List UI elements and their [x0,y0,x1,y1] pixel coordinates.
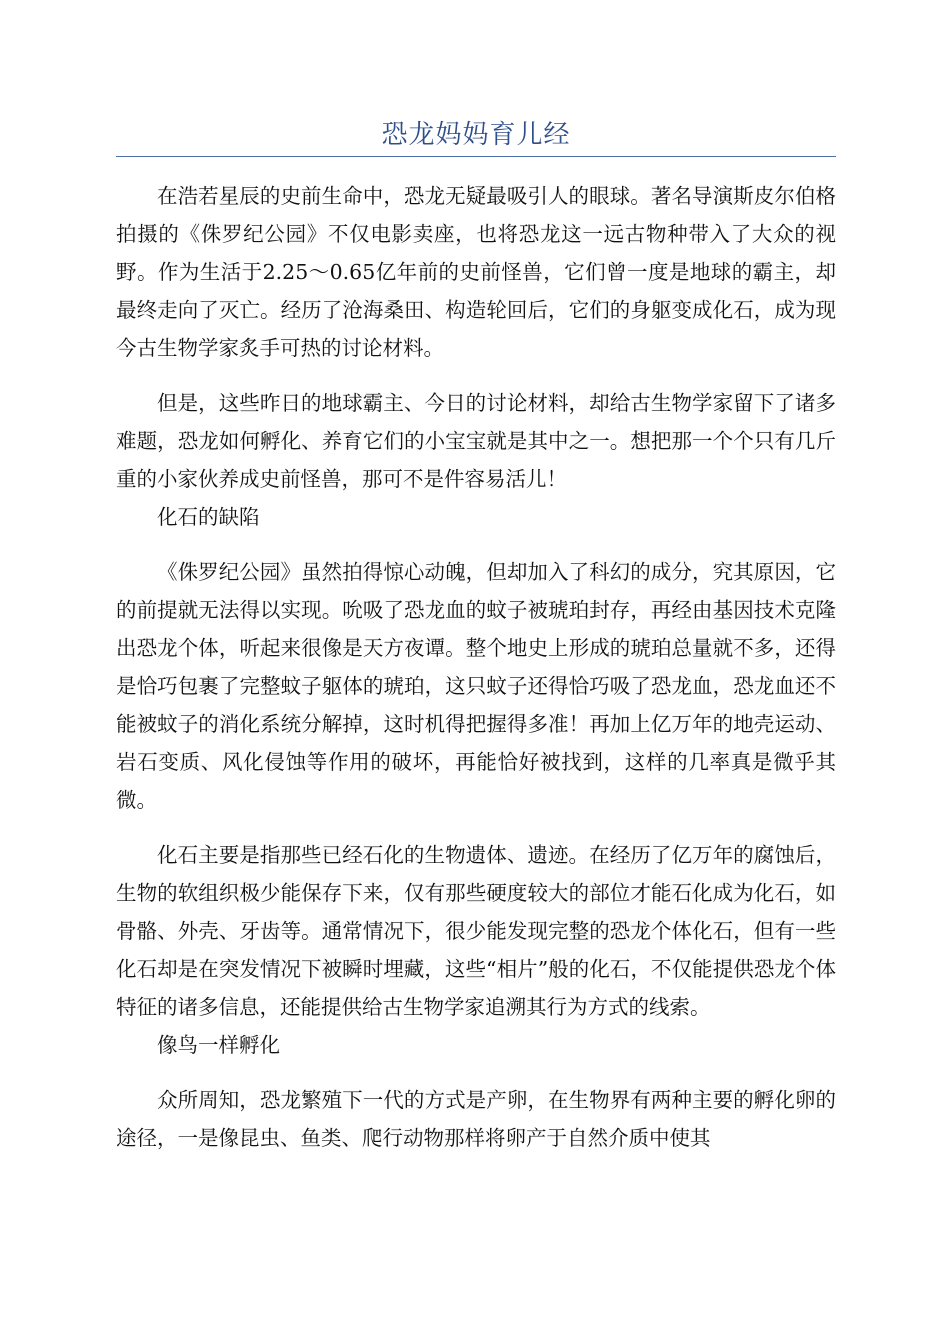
title-underline [116,156,836,157]
paragraph-fossil-definition: 化石主要是指那些已经石化的生物遗体、遗迹。在经历了亿万年的腐蚀后，生物的软组织极少能保存下来，仅有那些硬度较大的部位才能石化成为化石，如骨骼、外壳、牙齿等。通常情况下，很少能发现完整的恐龙个体化石，但有一些化石却是在突发情况下被瞬时埋藏，这些“相片”般的化石，不仅能提供恐龙个体特征的诸多信息，还能提供给古生物学家追溯其行为方式的线索。 [116,843,836,1019]
paragraph-egg-laying: 众所周知，恐龙繁殖下一代的方式是产卵，在生物界有两种主要的孵化卵的途径，一是像昆虫、鱼类、爬行动物那样将卵产于自然介质中使其 [116,1088,836,1150]
paragraph-intro: 在浩若星辰的史前生命中，恐龙无疑最吸引人的眼球。著名导演斯皮尔伯格拍摄的《侏罗纪公园》不仅电影卖座，也将恐龙这一远古物种带入了大众的视野。作为生活于2.25～0.65亿年前的史前怪兽，它们曾一度是地球的霸主，却最终走向了灭亡。经历了沧海桑田、构造轮回后，它们的身躯变成化石，成为现今古生物学家炙手可热的讨论材料。 [116,184,836,360]
document-page [116,0,836,1157]
section-heading-fossil-defects: 化石的缺陷 [157,505,260,529]
paragraph-jurassic-park: 《侏罗纪公园》虽然拍得惊心动魄，但却加入了科幻的成分，究其原因，它的前提就无法得以实现。吮吸了恐龙血的蚊子被琥珀封存，再经由基因技术克隆出恐龙个体，听起来很像是天方夜谭。整个地史上形成的琥珀总量就不多，还得是恰巧包裹了完整蚊子躯体的琥珀，这只蚊子还得恰巧吸了恐龙血，恐龙血还不能被蚊子的消化系统分解掉，这时机得把握得多准！再加上亿万年的地壳运动、岩石变质、风化侵蚀等作用的破坏，再能恰好被找到，这样的几率真是微乎其微。 [116,560,836,812]
paragraph-problem: 但是，这些昨日的地球霸主、今日的讨论材料，却给古生物学家留下了诸多难题，恐龙如何孵化、养育它们的小宝宝就是其中之一。想把那一个个只有几斤重的小家伙养成史前怪兽，那可不是件容易活儿！ [116,391,836,491]
document-title: 恐龙妈妈育儿经 [381,120,571,150]
section-heading-bird-like-hatching: 像鸟一样孵化 [157,1033,280,1057]
